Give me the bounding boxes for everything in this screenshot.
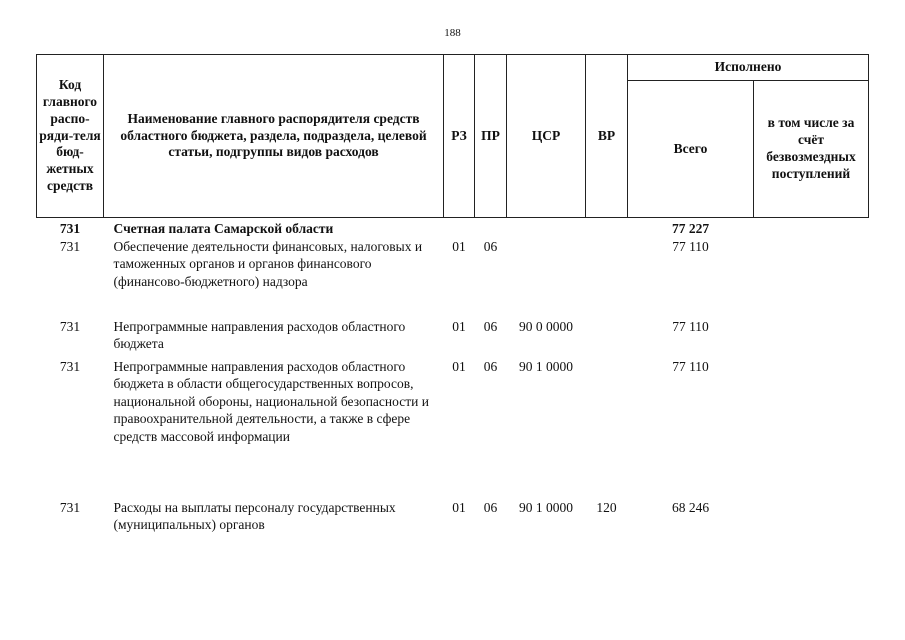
header-executed: Исполнено	[628, 55, 869, 81]
row-csr: 90 1 0000	[519, 358, 573, 374]
row-rz: 01	[452, 238, 466, 254]
row-code: 731	[59, 318, 81, 334]
row-code: 731	[59, 221, 81, 236]
row-total: 77 110	[672, 358, 709, 374]
row-name: Обеспечение деятельности финансовых, налоговых и таможенных органов и органов финансового (финансово-бюджетного) надзора	[113, 238, 423, 289]
row-including	[754, 238, 869, 318]
header-csr: ЦСР	[507, 55, 586, 218]
row-pr: 06	[483, 318, 498, 334]
header-vr: ВР	[586, 55, 628, 218]
page-number: 188	[444, 27, 461, 39]
table-row	[37, 358, 869, 499]
row-vr	[586, 358, 628, 499]
row-csr: 90 1 0000	[519, 499, 573, 515]
row-csr: 90 0 0000	[519, 318, 573, 334]
row-total: 68 246	[671, 499, 710, 515]
row-pr: 06	[483, 238, 498, 254]
header-pr: ПР	[475, 55, 507, 218]
row-pr	[475, 218, 507, 238]
table-row	[37, 238, 869, 318]
row-vr: 120	[596, 499, 617, 515]
row-csr	[507, 218, 586, 238]
row-total: 77 110	[672, 318, 709, 334]
row-name: Непрограммные направления расходов областного бюджета в области общегосударственных вопросов, национальной обороны, национальной безопасности и правоохранительной деятельности, а также в сфере средств массовой информации	[113, 358, 429, 444]
row-including	[754, 318, 869, 358]
table-row	[37, 318, 869, 358]
header-total: Всего	[628, 81, 754, 218]
row-rz	[444, 218, 475, 238]
header-code: Код главного распо-ряди-теля бюд-жетных средств	[37, 55, 104, 218]
row-code: 731	[59, 238, 81, 254]
row-rz: 01	[452, 499, 466, 515]
row-including	[754, 499, 869, 539]
row-name: Расходы на выплаты персоналу государственных (муниципальных) органов	[113, 499, 396, 533]
header-rz: РЗ	[444, 55, 475, 218]
header-name: Наименование главного распорядителя средств областного бюджета, раздела, подраздела, целевой статьи, подгруппы видов расходов	[104, 55, 444, 218]
row-csr	[507, 238, 586, 318]
row-rz: 01	[452, 318, 466, 334]
budget-table	[36, 54, 869, 539]
table-row	[37, 218, 869, 238]
row-vr	[586, 238, 628, 318]
row-name: Непрограммные направления расходов областного бюджета	[113, 318, 406, 352]
row-vr	[586, 318, 628, 358]
row-pr: 06	[483, 499, 498, 515]
row-vr	[586, 218, 628, 238]
row-rz: 01	[452, 358, 466, 374]
row-name: Счетная палата Самарской области	[113, 221, 334, 236]
row-code: 731	[59, 499, 81, 515]
row-including	[754, 218, 869, 238]
row-total: 77 227	[671, 221, 710, 236]
row-including	[754, 358, 869, 499]
table-row	[37, 499, 869, 539]
row-pr: 06	[483, 358, 498, 374]
header-including: в том числе за счёт безвозмездных поступлений	[754, 81, 869, 218]
row-total: 77 110	[672, 238, 709, 254]
row-code: 731	[59, 358, 81, 374]
